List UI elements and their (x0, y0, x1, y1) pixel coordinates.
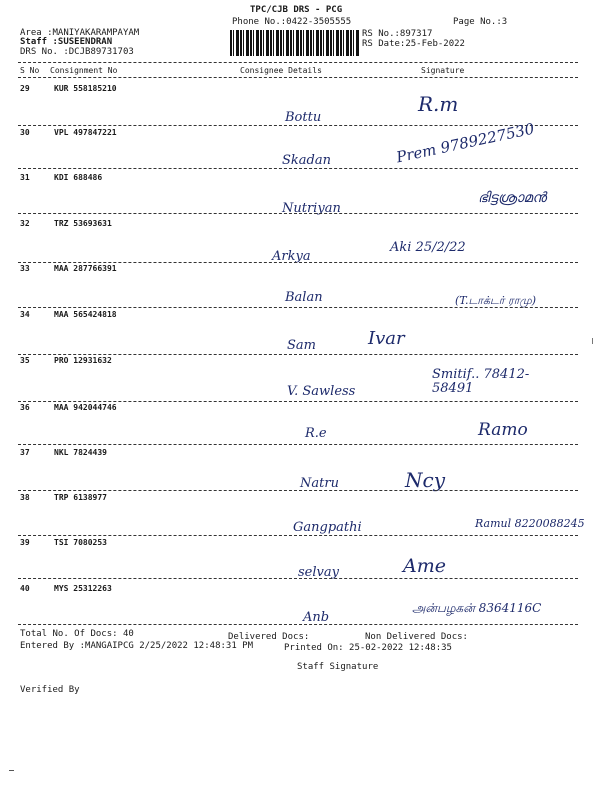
row-consignee: Nutriyan (282, 201, 341, 216)
row-divider (18, 444, 578, 445)
row-signature: Ramo (478, 420, 528, 440)
row-divider (18, 125, 578, 126)
row-consignee: R.e (305, 426, 327, 441)
row-sno: 38 (20, 493, 30, 502)
row-sno: 40 (20, 584, 30, 593)
row-divider (18, 307, 578, 308)
header-divider (18, 62, 578, 63)
row-sno: 36 (20, 403, 30, 412)
row-sno: 39 (20, 538, 30, 547)
row-sno: 37 (20, 448, 30, 457)
row-consignee: V. Sawless (287, 384, 356, 399)
column-header-consignee: Consignee Details (240, 66, 322, 75)
row-consignment: VPL 497847221 (54, 128, 117, 137)
row-consignee: Gangpathi (293, 520, 362, 535)
row-consignee: Sam (287, 338, 316, 353)
drs-number: DRS No. :DCJB89731703 (20, 47, 134, 57)
row-signature: (T.டாக்டர் ராமு) (455, 294, 536, 307)
row-divider (18, 401, 578, 402)
printed-on: Printed On: 25-02-2022 12:48:35 (284, 643, 452, 653)
row-divider (18, 354, 578, 355)
entered-by: Entered By :MANGAIPCG 2/25/2022 12:48:31 PM (20, 641, 253, 651)
row-consignee: Arkya (272, 249, 311, 264)
row-divider (18, 578, 578, 579)
row-signature: Ivar (368, 328, 405, 349)
rs-date: RS Date:25-Feb-2022 (362, 39, 465, 49)
row-signature: Prem 9789227530 (394, 119, 536, 167)
barcode-image (230, 30, 360, 56)
row-consignment: PRO 12931632 (54, 356, 112, 365)
row-consignment: KDI 688486 (54, 173, 103, 182)
row-divider (18, 168, 578, 169)
row-consignee: Anb (303, 610, 330, 625)
row-consignment: MYS 25312263 (54, 584, 112, 593)
row-consignee: Skadan (282, 153, 331, 168)
row-signature: ഭിട്ടശ്രാമൻ (478, 190, 547, 206)
row-signature: R.m (418, 92, 459, 116)
scan-mark (592, 338, 593, 344)
phone-number: Phone No.:0422-3505555 (232, 17, 352, 27)
verified-by: Verified By (20, 685, 80, 695)
total-docs: Total No. Of Docs: 40 (20, 629, 134, 639)
row-signature: Ramul 8220088245 (475, 517, 585, 530)
row-signature: அன்பழகன் 8364116C (412, 601, 542, 615)
row-consignment: MAA 942044746 (54, 403, 117, 412)
staff-label: Staff :SUSEENDRAN (20, 37, 113, 47)
row-consignee: Natru (300, 476, 339, 491)
row-consignment: NKL 7824439 (54, 448, 107, 457)
non-delivered-docs: Non Delivered Docs: (365, 632, 468, 642)
row-sno: 30 (20, 128, 30, 137)
row-sno: 33 (20, 264, 30, 273)
row-consignment: KUR 558185210 (54, 84, 117, 93)
staff-signature-label: Staff Signature (297, 662, 379, 672)
column-header-divider (18, 77, 578, 78)
delivered-docs: Delivered Docs: (228, 632, 310, 642)
document-title: TPC/CJB DRS - PCG (250, 5, 343, 15)
row-signature: Aki 25/2/22 (390, 240, 466, 255)
row-sno: 31 (20, 173, 30, 182)
row-divider (18, 262, 578, 263)
row-sno: 32 (20, 219, 30, 228)
column-header-signature: Signature (421, 66, 465, 75)
rs-number: RS No.:897317 (362, 29, 433, 39)
row-consignment: MAA 287766391 (54, 264, 117, 273)
row-divider (18, 490, 578, 491)
row-sno: 35 (20, 356, 30, 365)
scan-mark (9, 770, 14, 771)
row-sno: 34 (20, 310, 30, 319)
row-consignment: TRP 6138977 (54, 493, 107, 502)
column-header-consignment: Consignment No (50, 66, 118, 75)
row-consignee: Bottu (285, 110, 322, 125)
row-sno: 29 (20, 84, 30, 93)
area-label: Area :MANIYAKARAMPAYAM (20, 28, 140, 38)
row-signature: Ame (403, 555, 446, 577)
row-consignee: Balan (285, 290, 323, 305)
row-consignee: selvay (298, 565, 339, 580)
footer-divider (18, 624, 578, 625)
row-signature: Smitif.. 78412-58491 (432, 367, 530, 396)
row-consignment: TSI 7080253 (54, 538, 107, 547)
row-consignment: MAA 565424818 (54, 310, 117, 319)
row-consignment: TRZ 53693631 (54, 219, 112, 228)
row-signature: Ncy (405, 468, 445, 492)
row-divider (18, 213, 578, 214)
row-divider (18, 535, 578, 536)
page-number: Page No.:3 (453, 17, 508, 27)
column-header-sno: S No (20, 66, 40, 75)
